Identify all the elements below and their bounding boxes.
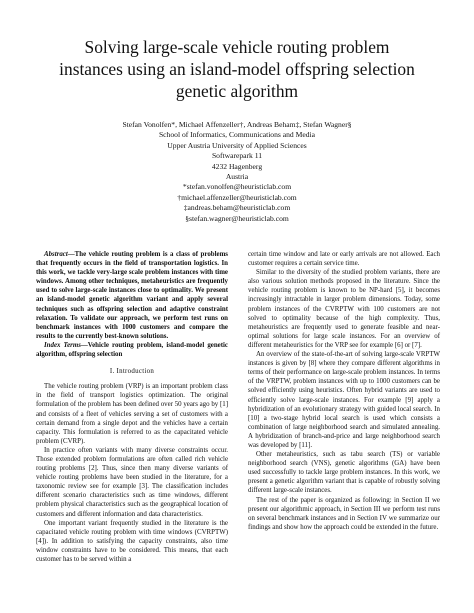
affiliation-line: Upper Austria University of Applied Sciences	[167, 140, 307, 150]
body-paragraph: In practice often variants with many diverse constraints occur. Those extended problem formulations are often called rich vehicle routing problems [2]. Thus, since then many diverse variants of vehicle routing problems have been studied in the literature, for a taxonomic review see for example [3]. The classification includes different scenario characteristics such as time windows, different problem physical characteristics such as the geographical location of customers and different information and data characteristics.	[36, 446, 228, 518]
affiliation-line: Softwarepark 11	[211, 151, 263, 161]
abstract-text: —The vehicle routing problem is a class of problems that frequently occurs in the field of transportation logistics. In this work, we tackle very-large scale problem instances with time windows. Among other techniques, metaheuristics are frequently used to solve large-scale instances close to optimality. We present an island-model genetic algorithm variant and apply several techniques such as offspring selection and adaptive constraint relaxation. To validate our approach, we perform test runs on benchmark instances with 1000 customers and compare the results to the currently best-known solutions.	[36, 251, 228, 340]
affiliation-line: Austria	[225, 172, 249, 182]
title-line: instances using an island-model offspring selection	[59, 59, 415, 79]
author-names: Stefan Vonolfen*, Michael Affenzeller†, Andreas Beham‡, Stefan Wagner§	[122, 120, 352, 129]
email-line: †michael.affenzeller@heuristiclab.com	[177, 192, 297, 202]
left-column	[36, 250, 228, 564]
right-column	[248, 250, 440, 532]
body-paragraph: Similar to the diversity of the studied problem variants, there are also various solution methods proposed in the literature. Since the vehicle routing problem is known to be NP-hard [5], it becomes increasingly intractable in larger problem dimensions. Today, some problem instances of the CVRPTW with 100 customers are not solved to optimality because of the high complexity. Thus, metaheuristics are frequently used to generate feasible and near-optimal solutions for large scale instances. For an overview of different metaheuristics for the VRP see for example [6] or [7].	[248, 269, 440, 349]
body-paragraph: The rest of the paper is organized as following: in Section II we present our algorithmic approach, in Section III we perform test runs on several benchmark instances and in Section IV we summarize our findings and show how the approach could be extended in the future.	[248, 496, 440, 531]
author-block	[20, 120, 454, 224]
body-paragraph: The vehicle routing problem (VRP) is an important problem class in the field of transport logistics optimization. The original formulation of the problem has been defined over 50 years ago by [1] and consists of a fleet of vehicles serving a set of customers with a certain demand from a single depot and the vehicles have a certain capacity. This formulation is referred to as the capacitated vehicle problem (CVRP).	[36, 383, 228, 445]
body-paragraph: Other metaheuristics, such as tabu search (TS) or variable neighborhood search (VNS), genetic algorithms (GA) have been used successfully to tackle large problem instances. In this work, we present a genetic algorithm variant that is capable of robustly solving different large-scale instances.	[248, 451, 440, 495]
abstract	[36, 250, 228, 341]
affiliation-line: School of Informatics, Communications and Media	[158, 130, 316, 140]
index-terms	[36, 341, 228, 359]
body-paragraph-continued: certain time window and late or early arrivals are not allowed. Each customer requires a certain service time.	[248, 251, 440, 268]
email-line: ‡andreas.beham@heuristiclab.com	[183, 203, 291, 213]
paper-title	[30, 36, 444, 102]
abstract-label: Abstract	[44, 251, 68, 258]
body-paragraph: One important variant frequently studied in the literature is the capacitated vehicle routing problem with time windows (CVRPTW) [4]). In addition to satisfying the capacity constraints, also time window constraints have to be considered. This means, that each customer has to be served within a	[36, 519, 228, 563]
body-paragraph: An overview of the state-of-the-art of solving large-scale VRPTW instances is given by [8] where they compare different algorithms in terms of their performance on large-scale problem instances. In terms of the VRPTW, problem instances with up to 1000 customers can be solved efficiently using heuristics. Often hybrid variants are used to efficiently solve large-scale instances. For example [9] apply a hybridization of an evolutionary strategy with guided local search. In [10] a two-stage hybrid local search is used which consists a combination of large neighborhood search and simulated annealing. A hybridization of branch-and-price and large neighborhood search was developed by [11].	[248, 351, 440, 449]
email-line: §stefan.wagner@heuristiclab.com	[185, 213, 289, 223]
email-line: *stefan.vonolfen@heuristiclab.com	[182, 182, 292, 192]
title-line: Solving large-scale vehicle routing problem	[84, 37, 390, 57]
index-terms-text: —Vehicle routing problem, island-model genetic algorithm, offspring selection	[36, 341, 228, 359]
index-terms-label: Index Terms	[44, 341, 81, 349]
title-line: genetic algorithm	[175, 81, 299, 101]
affiliation-line: 4232 Hagenberg	[211, 161, 263, 171]
section-heading: I. Introduction	[109, 368, 155, 376]
